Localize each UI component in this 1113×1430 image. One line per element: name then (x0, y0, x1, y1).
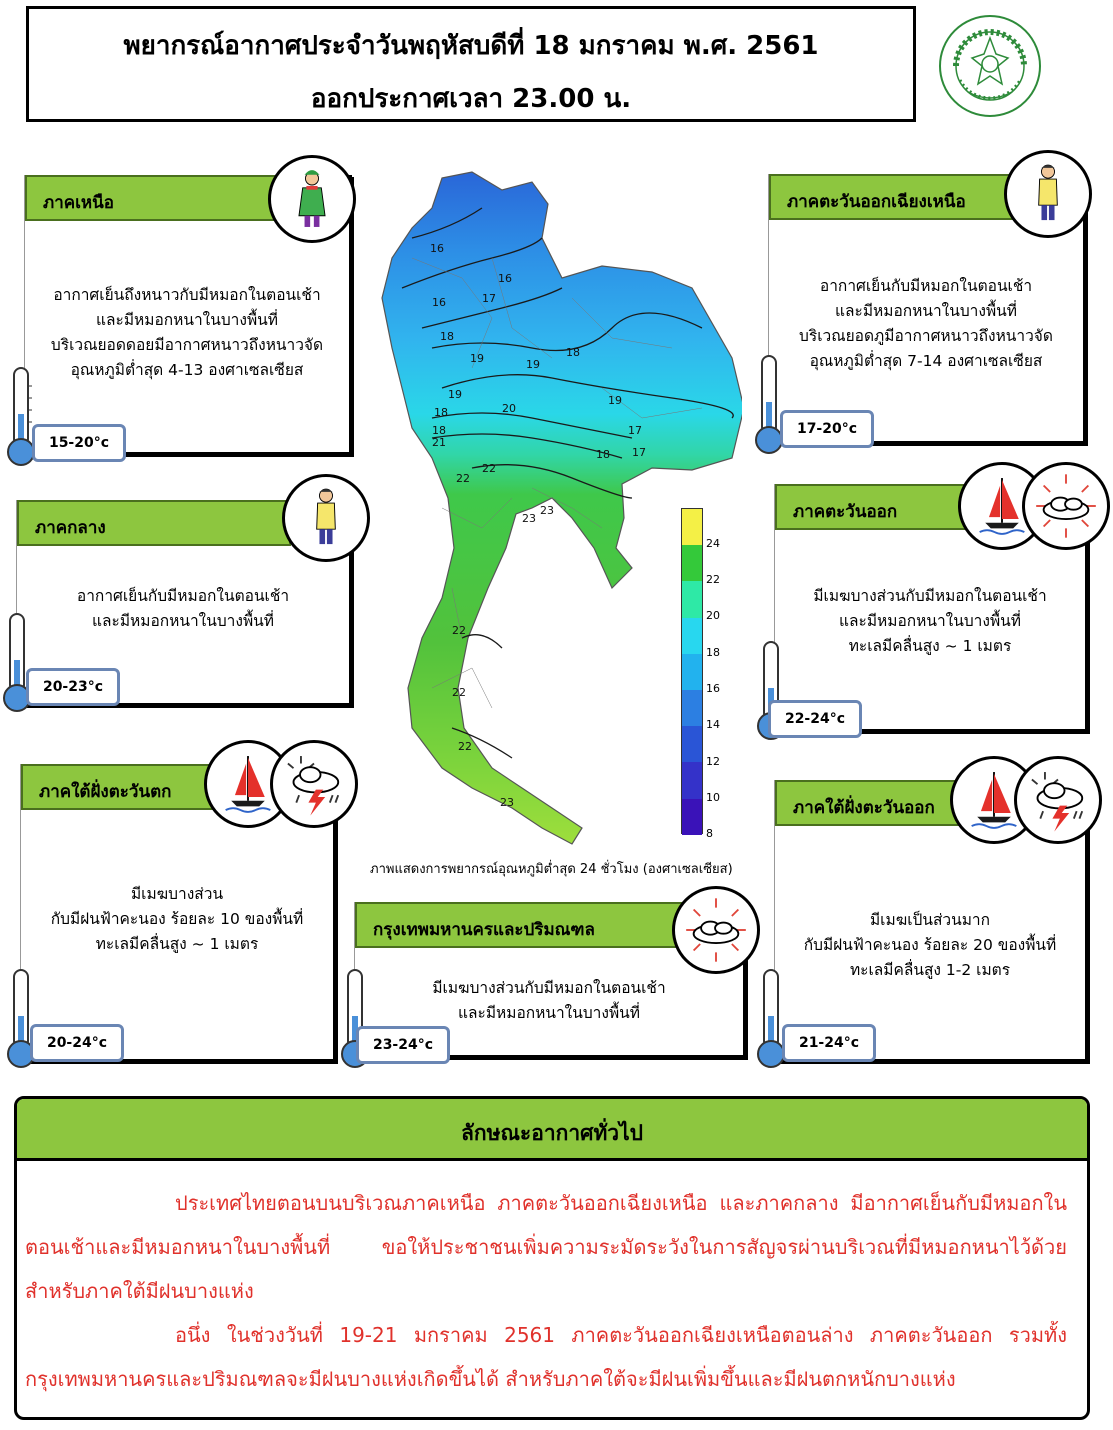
temperature-range: 20-24°c (30, 1024, 124, 1062)
legend-swatch (682, 762, 702, 798)
contour-label: 17 (628, 424, 642, 437)
temperature-range: 23-24°c (356, 1026, 450, 1064)
contour-label: 17 (632, 446, 646, 459)
temperature-range: 21-24°c (782, 1024, 876, 1062)
contour-label: 22 (456, 472, 470, 485)
legend-swatch (682, 618, 702, 654)
legend-label: 14 (706, 718, 720, 731)
contour-label: 19 (608, 394, 622, 407)
region-central-forecast (17, 584, 349, 634)
region-east-forecast (775, 584, 1085, 659)
forecast-line: มีเมฆบางส่วนกับมีหมอกในตอนเช้า (432, 979, 666, 997)
contour-label: 21 (432, 436, 446, 449)
contour-label: 16 (498, 272, 512, 285)
forecast-line: และมีหมอกหนาในบางพื้นที่ (92, 612, 274, 630)
contour-label: 16 (430, 242, 444, 255)
contour-label: 22 (482, 462, 496, 475)
forecast-line: อุณหภูมิต่ำสุด 4-13 องศาเซลเซียส (70, 361, 304, 379)
contour-label: 19 (470, 352, 484, 365)
temperature-range: 15-20°c (32, 424, 126, 462)
forecast-line: อากาศเย็นกับมีหมอกในตอนเช้า (819, 277, 1033, 295)
contour-label: 22 (458, 740, 472, 753)
contour-label: 19 (526, 358, 540, 371)
contour-label: 18 (432, 424, 446, 437)
forecast-line: ทะเลมีคลื่นสูง 1-2 เมตร (849, 961, 1011, 979)
forecast-line: กับมีฝนฟ้าคะนอง ร้อยละ 10 ของพื้นที่ (50, 910, 304, 928)
region-north-forecast (25, 283, 349, 383)
contour-label: 19 (448, 388, 462, 401)
legend-label: 8 (706, 827, 713, 840)
forecast-line: และมีหมอกหนาในบางพื้นที่ (96, 311, 278, 329)
legend-label: 24 (706, 537, 720, 550)
temperature-range: 17-20°c (780, 410, 874, 448)
tmd-logo-emblem (938, 14, 1042, 118)
region-south-east-title: ภาคใต้ฝั่งตะวันออก (775, 780, 971, 826)
region-south-west-forecast (21, 882, 333, 957)
contour-label: 23 (500, 796, 514, 809)
person-cool-icon (1004, 150, 1092, 238)
contour-label: 16 (432, 296, 446, 309)
header-title-box (26, 6, 916, 122)
region-central-title: ภาคกลาง (17, 500, 291, 546)
summary-paragraph: อนึ่ง ในช่วงวันที่ 19-21 มกราคม 2561 ภาคตะวันออกเฉียงเหนือตอนล่าง ภาคตะวันออก รวมทั้งกรุงเทพมหานครและปริมณฑลจะมีฝนบางแห่งเกิดขึ้นได้ สำหรับภาคใต้จะมีฝนเพิ่มขึ้นและมีฝนตกหนักบางแห่ง (25, 1323, 1067, 1391)
general-weather-text (17, 1161, 1087, 1401)
forecast-line: อากาศเย็นถึงหนาวกับมีหมอกในตอนเช้า (53, 286, 321, 304)
region-northeast-title: ภาคตะวันออกเฉียงเหนือ (769, 174, 1015, 220)
contour-label: 23 (522, 512, 536, 525)
legend-swatch (682, 799, 702, 835)
legend-swatch (682, 690, 702, 726)
legend-label: 18 (706, 646, 720, 659)
temperature-range: 20-23°c (26, 668, 120, 706)
map-caption: ภาพแสดงการพยากรณ์อุณหภูมิต่ำสุด 24 ชั่วโมง (องศาเซลเซียส) (370, 862, 733, 877)
legend-swatch (682, 509, 702, 545)
contour-label: 17 (482, 292, 496, 305)
region-south-east-forecast (775, 908, 1085, 983)
forecast-line: มีเมฆเป็นส่วนมาก (869, 911, 991, 929)
general-weather-panel (14, 1096, 1090, 1420)
forecast-line: และมีหมอกหนาในบางพื้นที่ (458, 1004, 640, 1022)
contour-label: 18 (596, 448, 610, 461)
thunderstorm-icon (270, 740, 358, 828)
partly-cloudy-icon (672, 886, 760, 974)
forecast-line: ทะเลมีคลื่นสูง ~ 1 เมตร (848, 637, 1012, 655)
legend-label: 16 (706, 682, 720, 695)
legend-label: 22 (706, 573, 720, 586)
temperature-range: 22-24°c (768, 700, 862, 738)
region-north-title: ภาคเหนือ (25, 175, 277, 221)
contour-label: 20 (502, 402, 516, 415)
forecast-line: ทะเลมีคลื่นสูง ~ 1 เมตร (95, 935, 259, 953)
region-northeast-forecast (769, 274, 1083, 374)
region-east-title: ภาคตะวันออก (775, 484, 971, 530)
contour-label: 18 (566, 346, 580, 359)
legend-label: 12 (706, 755, 720, 768)
contour-label: 18 (440, 330, 454, 343)
contour-label: 22 (452, 686, 466, 699)
person-cool-icon (282, 474, 370, 562)
legend-swatch (682, 581, 702, 617)
legend-swatch (682, 545, 702, 581)
region-bangkok-forecast (355, 976, 743, 1026)
legend-swatch (682, 654, 702, 690)
forecast-line: และมีหมอกหนาในบางพื้นที่ (835, 302, 1017, 320)
thunderstorm-icon (1014, 756, 1102, 844)
summary-paragraph: ประเทศไทยตอนบนบริเวณภาคเหนือ ภาคตะวันออกเฉียงเหนือ และภาคกลาง มีอากาศเย็นกับมีหมอกในตอนเช้าและมีหมอกหนาในบางพื้นที่ ขอให้ประชาชนเพิ่มความระมัดระวังในการสัญจรผ่านบริเวณที่มีหมอกหนาไว้ด้วย สำหรับภาคใต้มีฝนบางแห่ง (25, 1191, 1067, 1303)
issue-time: ออกประกาศเวลา 23.00 น. (310, 84, 632, 114)
legend-label: 20 (706, 609, 720, 622)
forecast-line: อากาศเย็นกับมีหมอกในตอนเช้า (76, 587, 290, 605)
person-cold-icon (268, 155, 356, 243)
general-weather-title: ลักษณะอากาศทั่วไป (17, 1099, 1087, 1161)
region-south-west-title: ภาคใต้ฝั่งตะวันตก (21, 764, 217, 810)
page-title: พยากรณ์อากาศประจำวันพฤหัสบดีที่ 18 มกราคม พ.ศ. 2561 (123, 31, 819, 61)
forecast-line: มีเมฆบางส่วนกับมีหมอกในตอนเช้า (813, 587, 1047, 605)
contour-label: 22 (452, 624, 466, 637)
tmd-logo (938, 14, 1042, 118)
legend-label: 10 (706, 791, 720, 804)
forecast-line: มีเมฆบางส่วน (130, 885, 224, 903)
forecast-line: บริเวณยอดดอยมีอากาศหนาวถึงหนาวจัด (50, 336, 324, 354)
forecast-line: บริเวณยอดภูมีอากาศหนาวถึงหนาวจัด (799, 327, 1053, 345)
region-bangkok-title: กรุงเทพมหานครและปริมณฑล (355, 902, 687, 948)
forecast-line: และมีหมอกหนาในบางพื้นที่ (839, 612, 1021, 630)
temperature-legend (681, 508, 703, 834)
contour-label: 18 (434, 406, 448, 419)
contour-label: 23 (540, 504, 554, 517)
forecast-line: อุณหภูมิต่ำสุด 7-14 องศาเซลเซียส (809, 352, 1043, 370)
forecast-line: กับมีฝนฟ้าคะนอง ร้อยละ 20 ของพื้นที่ (803, 936, 1057, 954)
partly-cloudy-icon (1022, 462, 1110, 550)
legend-swatch (682, 726, 702, 762)
